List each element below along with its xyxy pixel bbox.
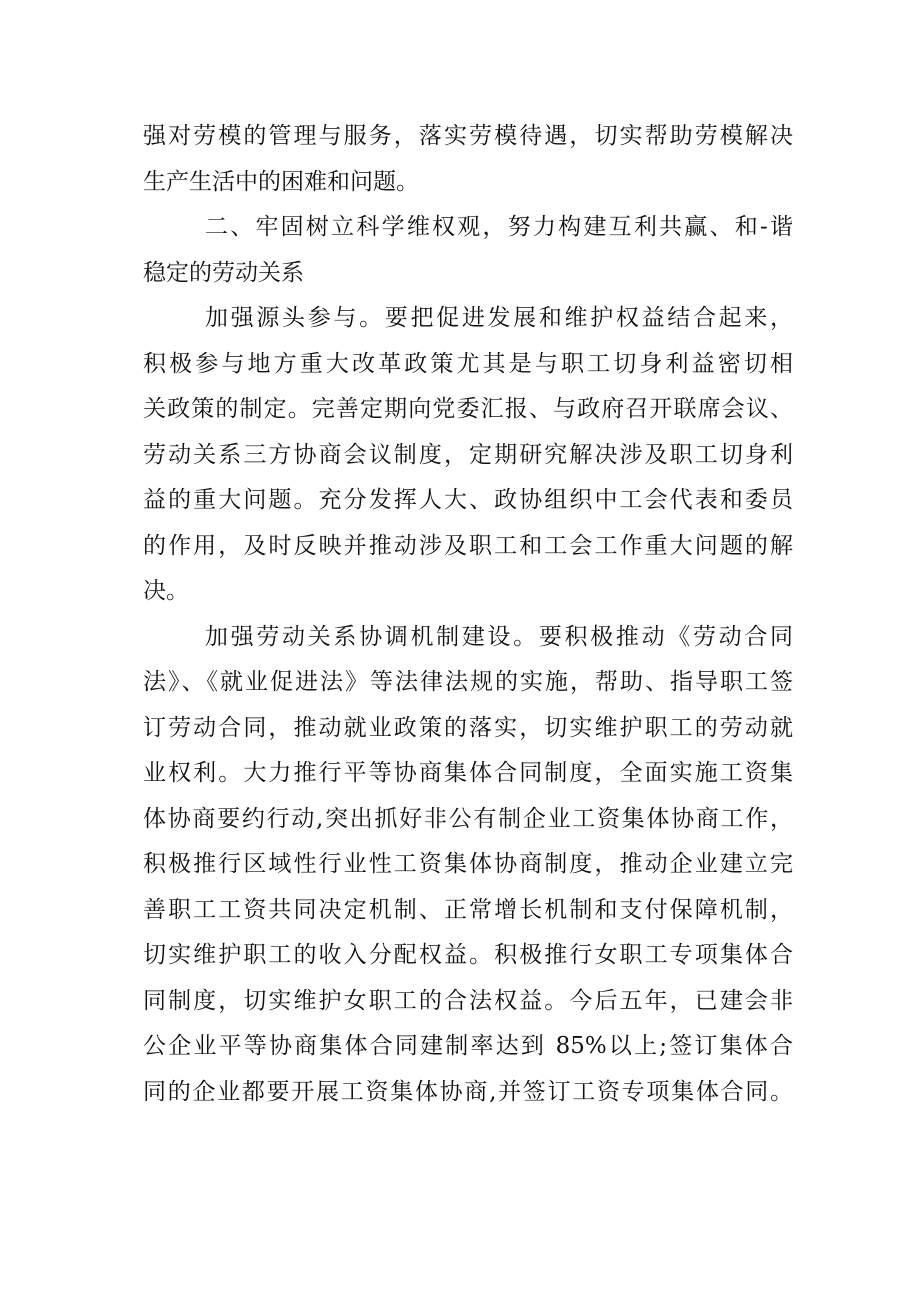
text-line: 稳定的劳动关系 bbox=[143, 259, 304, 286]
text-line: 业权利。大力推行平等协商集体合同制度，全面实施工资集 bbox=[143, 760, 793, 786]
document-body bbox=[143, 114, 793, 1115]
text-line: 二、牢固树立科学维权观，努力构建互利共赢、和-谐 bbox=[205, 214, 793, 240]
text-line: 订劳动合同，推动就业政策的落实，切实维护职工的劳动就 bbox=[143, 714, 793, 741]
text-line: 加强劳动关系协调机制建设。要积极推动《劳动合同 bbox=[205, 623, 793, 650]
text-line: 公企业平等协商集体合同建制率达到 85%以上;签订集体合 bbox=[143, 1033, 793, 1059]
paragraph-1 bbox=[143, 114, 793, 205]
text-line: 决。 bbox=[143, 578, 189, 604]
text-line: 积极推行区域性行业性工资集体协商制度，推动企业建立完 bbox=[143, 851, 793, 877]
text-line: 生产生活中的困难和问题。 bbox=[143, 168, 419, 195]
text-line: 切实维护职工的收入分配权益。积极推行女职工专项集体合 bbox=[143, 942, 793, 968]
text-line: 同的企业都要开展工资集体协商,并签订工资专项集体合同。 bbox=[143, 1078, 793, 1105]
section-heading-2 bbox=[143, 205, 793, 296]
text-line: 体协商要约行动,突出抓好非公有制企业工资集体协商工作， bbox=[143, 805, 793, 832]
text-line: 同制度，切实维护女职工的合法权益。今后五年，已建会非 bbox=[143, 987, 793, 1014]
text-line: 的作用，及时反映并推动涉及职工和工会工作重大问题的解 bbox=[143, 532, 793, 559]
text-line: 劳动关系三方协商会议制度，定期研究解决涉及职工切身利 bbox=[143, 441, 793, 468]
text-line: 积极参与地方重大改革政策尤其是与职工切身利益密切相 bbox=[143, 350, 793, 377]
text-line: 益的重大问题。充分发挥人大、政协组织中工会代表和委员 bbox=[143, 487, 793, 513]
paragraph-4 bbox=[143, 615, 793, 1116]
text-line: 善职工工资共同决定机制、正常增长机制和支付保障机制， bbox=[143, 896, 793, 923]
text-line: 关政策的制定。完善定期向党委汇报、与政府召开联席会议、 bbox=[143, 396, 793, 422]
text-line: 强对劳模的管理与服务，落实劳模待遇，切实帮助劳模解决 bbox=[143, 123, 793, 149]
text-line: 加强源头参与。要把促进发展和维护权益结合起来， bbox=[205, 305, 793, 331]
paragraph-3 bbox=[143, 296, 793, 615]
text-line: 法》、《就业促进法》等法律法规的实施，帮助、指导职工签 bbox=[143, 669, 793, 695]
